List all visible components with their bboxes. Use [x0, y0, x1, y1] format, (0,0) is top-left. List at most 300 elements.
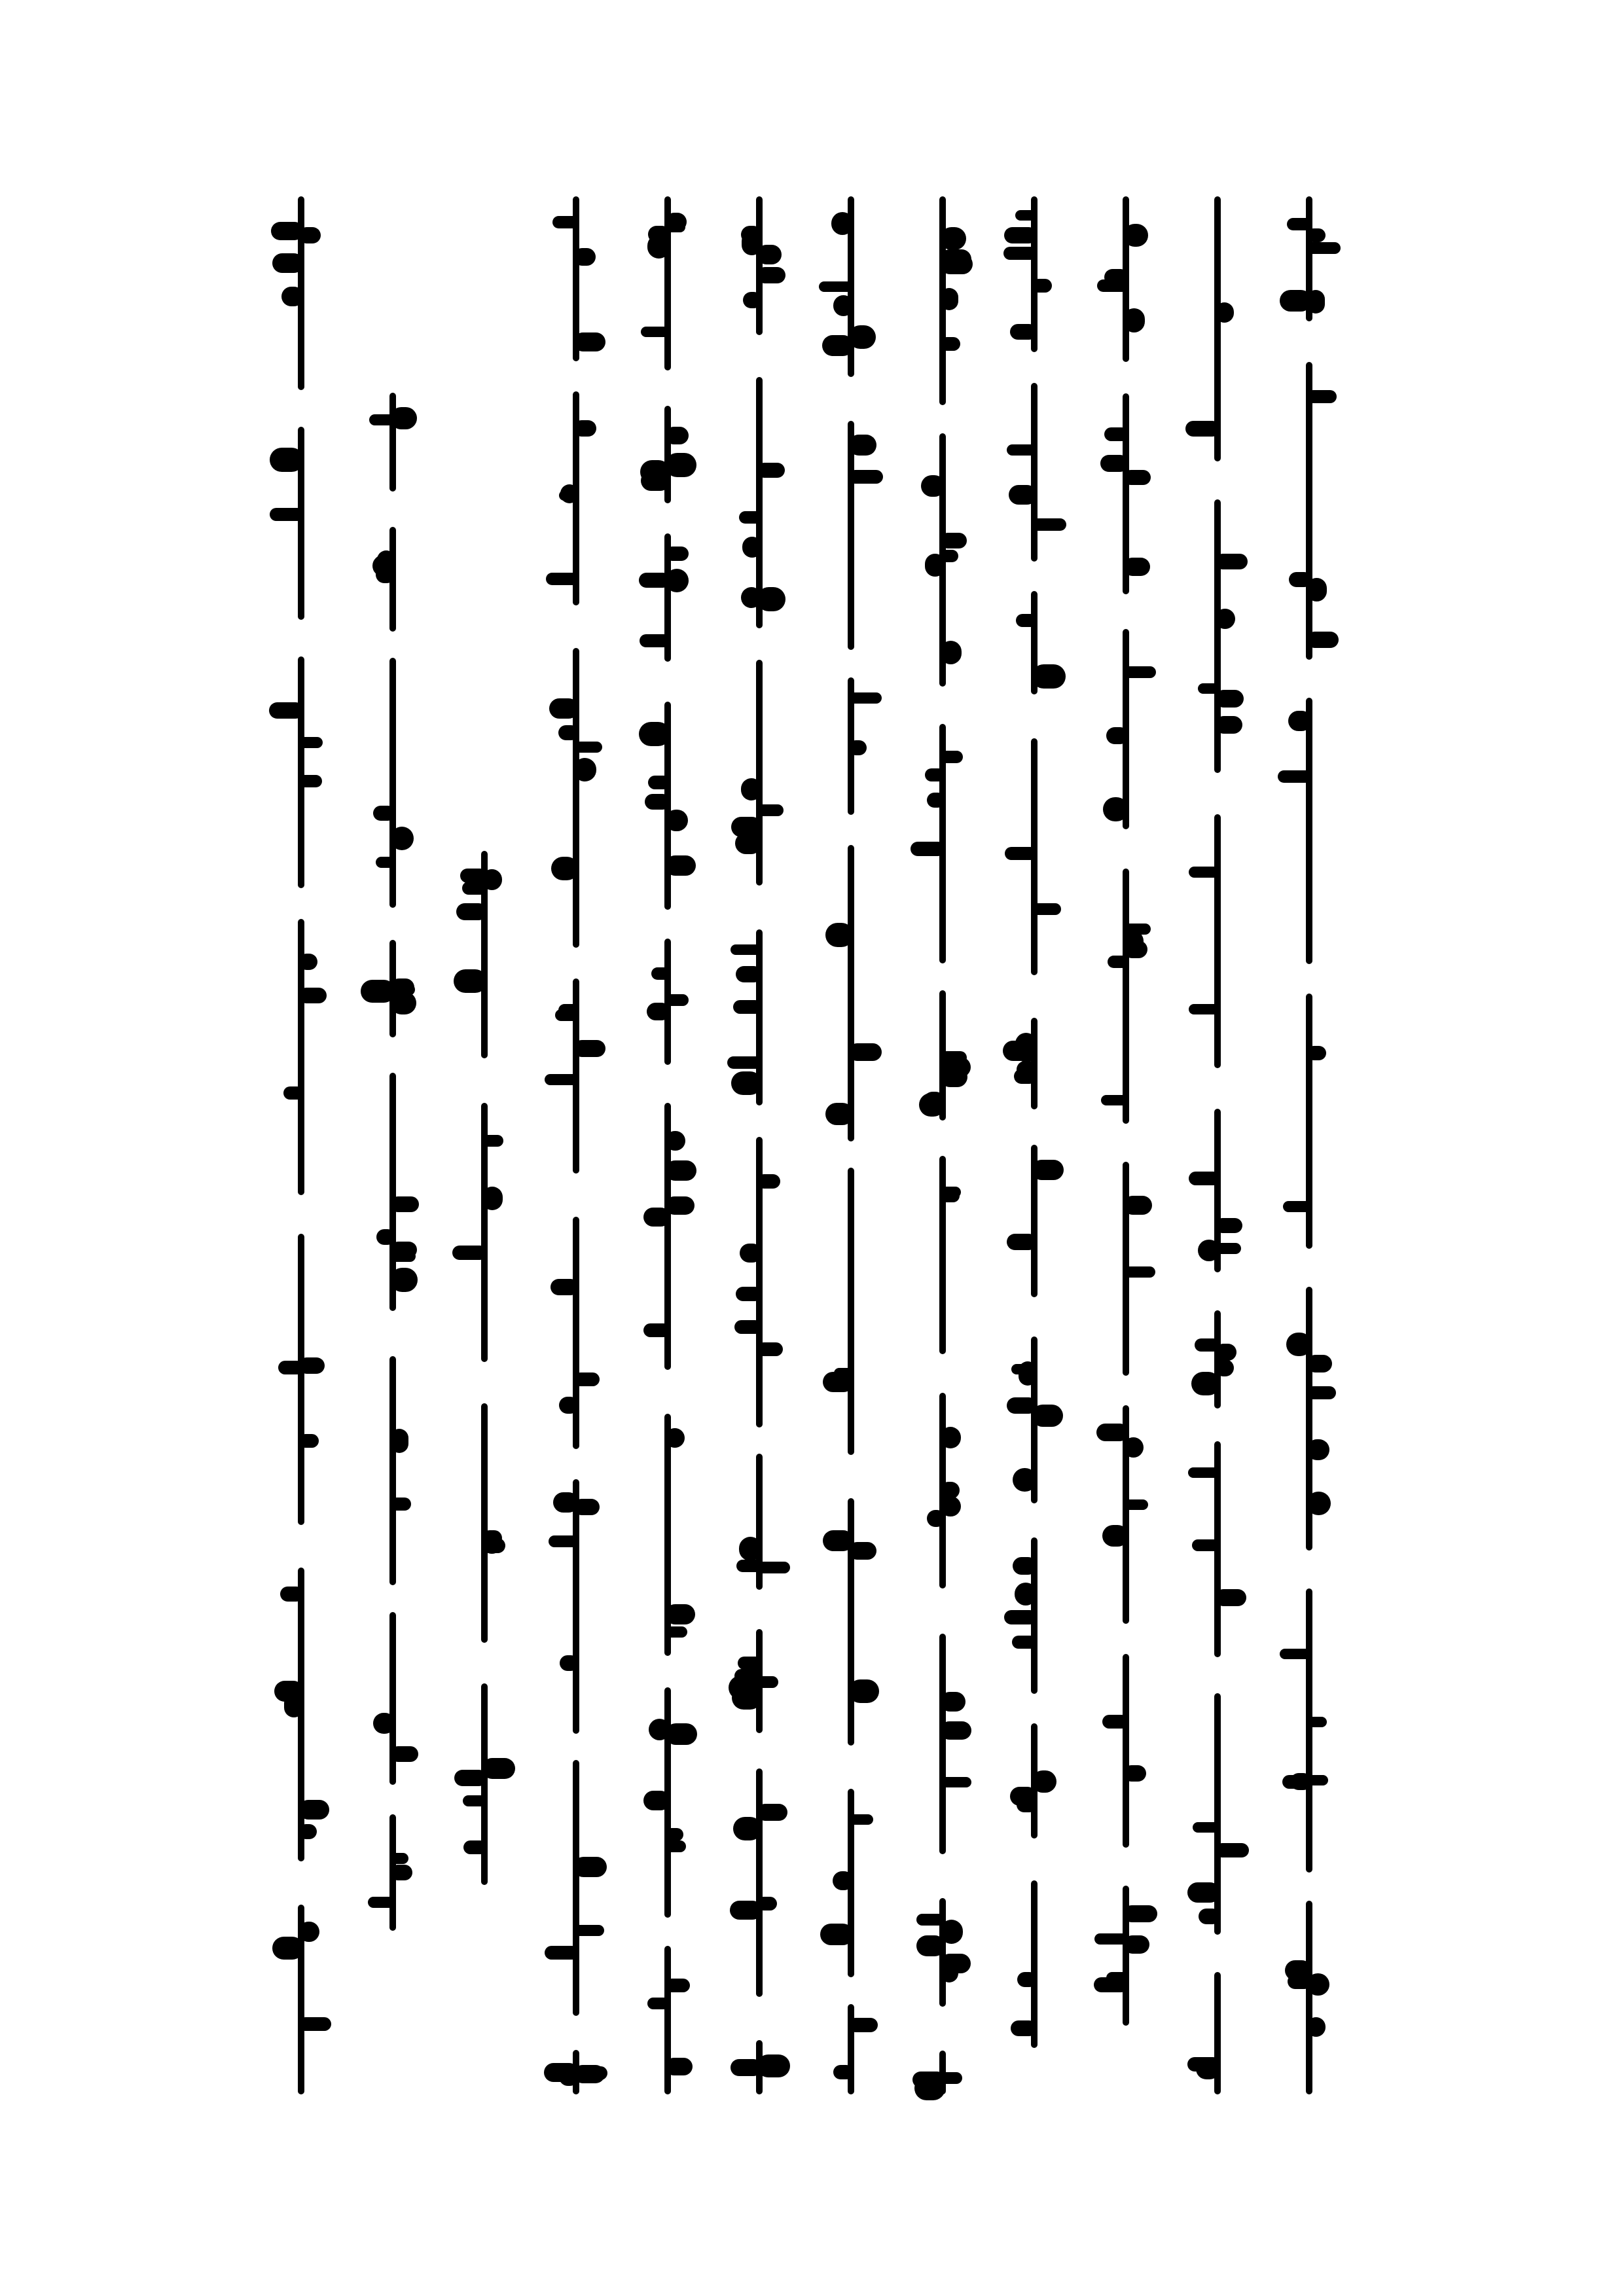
glyph-mark — [1123, 558, 1150, 576]
glyph-mark — [825, 923, 854, 947]
glyph-mark — [1100, 455, 1128, 472]
glyph-mark — [1003, 247, 1037, 260]
glyph-mark — [1015, 1583, 1037, 1605]
glyph-mark — [940, 1189, 960, 1202]
text-column — [553, 0, 599, 2296]
glyph-mark — [822, 335, 854, 356]
glyph-mark — [1011, 2020, 1037, 2036]
glyph-mark — [848, 1814, 873, 1825]
glyph-mark — [298, 775, 322, 787]
glyph-mark — [573, 1040, 605, 1057]
glyph-mark — [376, 857, 395, 868]
glyph-mark — [560, 1655, 579, 1671]
glyph-mark — [1189, 867, 1220, 878]
column-text — [553, 0, 554, 1]
glyph-mark — [1123, 1499, 1148, 1510]
glyph-mark — [1123, 470, 1151, 485]
glyph-mark — [368, 1897, 395, 1908]
glyph-mark — [665, 994, 689, 1006]
glyph-mark — [1032, 1770, 1056, 1793]
glyph-mark — [665, 569, 689, 592]
word-stem — [573, 1760, 579, 2016]
glyph-mark — [665, 547, 689, 561]
glyph-mark — [555, 1009, 579, 1021]
glyph-mark — [1307, 2017, 1326, 2037]
glyph-mark — [833, 295, 854, 316]
glyph-mark — [1188, 1467, 1220, 1478]
glyph-mark — [757, 1562, 790, 1573]
glyph-mark — [757, 804, 784, 816]
glyph-mark — [1215, 716, 1242, 734]
glyph-mark — [833, 2065, 854, 2079]
word-stem — [1214, 814, 1221, 1068]
glyph-mark — [1032, 664, 1066, 689]
glyph-mark — [833, 1871, 854, 1890]
glyph-mark — [1187, 1882, 1220, 1903]
text-column — [370, 0, 416, 2296]
glyph-mark — [757, 267, 785, 283]
glyph-mark — [560, 484, 579, 503]
glyph-mark — [298, 988, 327, 1003]
glyph-mark — [940, 1721, 971, 1740]
glyph-mark — [741, 778, 762, 800]
glyph-mark — [1003, 1041, 1037, 1061]
glyph-mark — [1288, 711, 1312, 731]
glyph-mark — [927, 793, 945, 808]
glyph-mark — [757, 1804, 787, 1821]
glyph-mark — [916, 1914, 945, 1926]
glyph-mark — [463, 1795, 487, 1806]
glyph-mark — [573, 2066, 607, 2080]
glyph-mark — [665, 1196, 695, 1215]
glyph-mark — [1215, 1843, 1249, 1857]
glyph-mark — [546, 573, 579, 585]
text-column — [1195, 0, 1240, 2296]
glyph-mark — [925, 768, 945, 781]
glyph-mark — [482, 1187, 503, 1210]
glyph-mark — [848, 692, 882, 704]
text-column — [828, 0, 874, 2296]
word-stem — [1306, 1901, 1312, 2094]
glyph-mark — [298, 2017, 331, 2031]
glyph-mark — [1032, 1160, 1064, 1180]
glyph-mark — [665, 1723, 697, 1745]
glyph-mark — [573, 742, 602, 753]
glyph-mark — [1123, 1266, 1155, 1278]
glyph-mark — [665, 810, 688, 831]
glyph-mark — [1013, 1557, 1037, 1575]
glyph-mark — [1283, 1201, 1312, 1212]
glyph-mark — [848, 2018, 878, 2032]
glyph-mark — [1102, 1525, 1128, 1547]
glyph-mark — [848, 740, 867, 755]
glyph-mark — [940, 1920, 963, 1944]
glyph-mark — [1032, 903, 1061, 915]
glyph-mark — [550, 1279, 579, 1295]
glyph-mark — [643, 1791, 670, 1810]
glyph-mark — [298, 1434, 319, 1448]
glyph-mark — [373, 806, 395, 821]
glyph-mark — [940, 288, 958, 310]
glyph-mark — [919, 1093, 945, 1117]
text-column — [1103, 0, 1149, 2296]
glyph-mark — [940, 337, 960, 351]
glyph-mark — [743, 292, 762, 308]
word-stem — [389, 658, 396, 908]
glyph-mark — [647, 1998, 670, 2009]
glyph-mark — [648, 776, 670, 789]
glyph-mark — [1307, 1386, 1336, 1399]
glyph-mark — [1307, 1046, 1326, 1060]
text-column — [1011, 0, 1057, 2296]
glyph-mark — [281, 287, 304, 306]
glyph-mark — [390, 1196, 419, 1212]
glyph-mark — [390, 1498, 411, 1511]
glyph-mark — [645, 794, 670, 810]
glyph-mark — [298, 737, 323, 748]
glyph-mark — [1017, 1972, 1037, 1987]
word-stem — [1306, 698, 1312, 964]
glyph-mark — [1307, 228, 1326, 242]
glyph-mark — [271, 222, 304, 240]
glyph-mark — [390, 1268, 418, 1292]
glyph-mark — [1307, 242, 1341, 254]
glyph-mark — [1009, 485, 1037, 505]
glyph-mark — [1286, 1333, 1312, 1356]
glyph-mark — [665, 1626, 687, 1638]
word-stem — [1123, 869, 1129, 1124]
glyph-mark — [740, 1244, 762, 1263]
glyph-mark — [757, 1897, 777, 1910]
glyph-mark — [731, 944, 762, 955]
glyph-mark — [1191, 1372, 1220, 1395]
glyph-mark — [390, 1429, 408, 1453]
glyph-mark — [1007, 444, 1037, 456]
glyph-mark — [552, 216, 579, 228]
glyph-mark — [823, 1372, 854, 1392]
glyph-mark — [820, 1924, 854, 1945]
glyph-mark — [298, 954, 317, 970]
glyph-mark — [270, 508, 304, 521]
glyph-mark — [757, 1342, 783, 1356]
glyph-mark — [733, 1000, 762, 1014]
glyph-mark — [573, 1925, 604, 1936]
glyph-mark — [376, 1229, 395, 1245]
glyph-mark — [940, 1692, 965, 1712]
glyph-mark — [1123, 931, 1144, 954]
glyph-mark — [1215, 1359, 1234, 1376]
glyph-mark — [735, 833, 762, 854]
glyph-mark — [1016, 614, 1037, 627]
word-stem — [939, 1156, 946, 1354]
glyph-mark — [741, 226, 762, 243]
word-stem — [573, 1217, 579, 1449]
glyph-mark — [1123, 1196, 1152, 1215]
glyph-mark — [736, 1287, 762, 1301]
glyph-mark — [848, 1043, 882, 1061]
glyph-mark — [1123, 1765, 1146, 1782]
glyph-mark — [1287, 218, 1312, 230]
glyph-mark — [940, 1496, 961, 1516]
glyph-mark — [1192, 1539, 1220, 1551]
glyph-mark — [940, 751, 963, 763]
glyph-mark — [390, 827, 414, 850]
glyph-mark — [665, 427, 689, 444]
glyph-mark — [573, 420, 596, 437]
glyph-mark — [665, 1428, 685, 1448]
glyph-mark — [940, 1482, 960, 1499]
glyph-mark — [639, 722, 670, 746]
glyph-mark — [1199, 1909, 1220, 1924]
glyph-mark — [573, 1499, 600, 1515]
glyph-mark — [456, 903, 487, 920]
glyph-mark — [731, 1071, 762, 1095]
word-stem — [848, 421, 854, 650]
glyph-mark — [647, 1003, 670, 1020]
glyph-mark — [1215, 1589, 1246, 1606]
glyph-mark — [1013, 1468, 1037, 1492]
glyph-mark — [1014, 1069, 1037, 1084]
glyph-mark — [665, 1160, 696, 1181]
glyph-mark — [1215, 302, 1234, 323]
glyph-mark — [651, 967, 670, 980]
word-stem — [1123, 1654, 1129, 1848]
glyph-mark — [549, 1535, 579, 1547]
glyph-mark — [283, 1086, 304, 1100]
glyph-mark — [390, 1853, 408, 1864]
glyph-mark — [738, 1657, 762, 1670]
glyph-mark — [1307, 390, 1337, 403]
glyph-mark — [1278, 770, 1312, 783]
glyph-mark — [1102, 1715, 1128, 1729]
glyph-mark — [1215, 554, 1248, 569]
glyph-mark — [558, 725, 579, 740]
glyph-mark — [1019, 1361, 1037, 1386]
glyph-mark — [1123, 1905, 1157, 1922]
glyph-mark — [1104, 269, 1128, 285]
glyph-mark — [665, 1979, 690, 1992]
word-stem — [756, 1768, 763, 1997]
glyph-mark — [1196, 2058, 1220, 2079]
glyph-mark — [736, 966, 762, 982]
glyph-mark — [452, 1246, 487, 1260]
glyph-mark — [1032, 1405, 1063, 1427]
glyph-mark — [1307, 1973, 1329, 1996]
glyph-mark — [1103, 797, 1128, 821]
glyph-mark — [940, 1427, 961, 1448]
glyph-mark — [916, 1935, 945, 1956]
glyph-mark — [559, 1397, 579, 1414]
text-column — [645, 0, 691, 2296]
glyph-mark — [1307, 1439, 1329, 1460]
glyph-mark — [641, 327, 670, 337]
glyph-mark — [1007, 1234, 1037, 1250]
glyph-mark — [757, 1174, 780, 1189]
word-stem — [848, 1168, 854, 1455]
glyph-mark — [1005, 847, 1037, 860]
glyph-mark — [298, 1922, 319, 1942]
glyph-mark — [848, 1679, 879, 1703]
glyph-mark — [1185, 421, 1220, 437]
glyph-mark — [1198, 683, 1220, 694]
glyph-mark — [1307, 1775, 1328, 1785]
word-stem — [1306, 362, 1312, 660]
glyph-mark — [940, 1067, 967, 1087]
column-text — [1011, 0, 1012, 1]
glyph-mark — [1215, 1218, 1242, 1233]
glyph-mark — [373, 1713, 395, 1734]
glyph-mark — [848, 1542, 876, 1560]
glyph-mark — [549, 698, 579, 719]
glyph-mark — [1123, 1437, 1144, 1458]
column-text — [278, 0, 279, 1]
glyph-mark — [734, 1320, 762, 1334]
glyph-mark — [482, 1135, 503, 1147]
glyph-mark — [1285, 1960, 1312, 1981]
glyph-mark — [390, 1242, 417, 1258]
glyph-mark — [545, 1946, 579, 1960]
glyph-mark — [280, 1587, 304, 1602]
glyph-mark — [940, 1954, 971, 1973]
glyph-mark — [454, 969, 487, 993]
glyph-mark — [825, 1103, 854, 1125]
glyph-mark — [361, 980, 395, 1003]
glyph-mark — [1215, 690, 1244, 708]
glyph-mark — [463, 1840, 487, 1854]
glyph-mark — [460, 869, 487, 883]
glyph-mark — [727, 1056, 762, 1069]
glyph-mark — [298, 1824, 317, 1839]
glyph-mark — [376, 566, 395, 583]
glyph-mark — [665, 453, 696, 477]
word-stem — [756, 196, 763, 335]
glyph-mark — [1189, 1172, 1220, 1185]
column-text — [828, 0, 829, 1]
glyph-mark — [278, 1361, 304, 1374]
glyph-mark — [1280, 1649, 1312, 1659]
glyph-mark — [270, 448, 304, 472]
word-stem — [298, 656, 304, 888]
text-column — [920, 0, 965, 2296]
text-column — [736, 0, 782, 2296]
glyph-mark — [742, 537, 762, 558]
glyph-mark — [1123, 1935, 1149, 1954]
glyph-mark — [1123, 666, 1156, 678]
word-stem — [1306, 1588, 1312, 1873]
glyph-mark — [284, 1693, 304, 1717]
word-stem — [389, 393, 396, 492]
glyph-mark — [665, 855, 696, 876]
glyph-mark — [545, 1074, 579, 1085]
glyph-mark — [1096, 1424, 1128, 1441]
glyph-mark — [551, 857, 579, 880]
glyph-mark — [665, 1840, 686, 1852]
glyph-mark — [831, 212, 854, 235]
glyph-mark — [1032, 518, 1066, 531]
glyph-mark — [911, 842, 945, 856]
glyph-mark — [482, 1530, 502, 1546]
glyph-mark — [390, 1746, 418, 1762]
column-text — [461, 0, 462, 1]
glyph-mark — [573, 1372, 600, 1386]
glyph-mark — [1012, 1636, 1037, 1649]
word-stem — [848, 845, 854, 1141]
glyph-mark — [573, 332, 605, 351]
glyph-mark — [1106, 727, 1128, 744]
glyph-mark — [1307, 1717, 1327, 1727]
glyph-mark — [641, 471, 670, 491]
glyph-mark — [1193, 1822, 1220, 1833]
glyph-mark — [1104, 427, 1128, 441]
glyph-mark — [1189, 1004, 1220, 1014]
glyph-mark — [1108, 956, 1128, 968]
glyph-mark — [1307, 632, 1339, 648]
column-text — [1286, 0, 1287, 1]
glyph-mark — [940, 641, 962, 664]
word-stem — [481, 1403, 488, 1643]
glyph-mark — [665, 1828, 683, 1841]
glyph-mark — [1004, 1610, 1037, 1624]
glyph-mark — [665, 1604, 695, 1624]
glyph-mark — [269, 702, 304, 719]
glyph-mark — [1101, 1095, 1128, 1105]
text-column — [461, 0, 507, 2296]
glyph-mark — [731, 2059, 762, 2076]
glyph-mark — [369, 414, 395, 425]
word-stem — [573, 1479, 579, 1734]
glyph-mark — [734, 1669, 762, 1683]
glyph-mark — [298, 1800, 329, 1820]
glyph-mark — [848, 435, 876, 456]
glyph-mark — [1010, 324, 1037, 340]
glyph-mark — [940, 550, 958, 562]
word-stem — [573, 648, 579, 948]
glyph-mark — [573, 248, 596, 266]
glyph-mark — [1198, 1240, 1220, 1261]
glyph-mark — [912, 2072, 945, 2088]
glyph-mark — [665, 2058, 693, 2075]
glyph-mark — [1017, 1797, 1037, 1812]
glyph-mark — [573, 1857, 607, 1877]
glyph-mark — [1307, 1492, 1331, 1515]
glyph-mark — [733, 1817, 762, 1840]
text-column — [278, 0, 324, 2296]
glyph-mark — [741, 587, 762, 608]
glyph-mark — [1289, 572, 1312, 587]
glyph-mark — [940, 227, 966, 250]
glyph-mark — [940, 249, 971, 269]
glyph-mark — [454, 1770, 487, 1786]
glyph-mark — [1215, 609, 1235, 629]
glyph-mark — [640, 634, 670, 647]
word-stem — [298, 1234, 304, 1525]
column-text — [1103, 0, 1104, 1]
glyph-mark — [1307, 1355, 1332, 1372]
glyph-mark — [1015, 210, 1037, 221]
word-stem — [389, 1356, 396, 1585]
glyph-mark — [665, 1131, 685, 1151]
glyph-mark — [1307, 290, 1325, 314]
glyph-mark — [272, 1937, 304, 1960]
glyph-mark — [921, 475, 945, 497]
glyph-mark — [1215, 1344, 1236, 1361]
glyph-mark — [1032, 279, 1052, 293]
glyph-mark — [648, 226, 670, 243]
glyph-mark — [573, 758, 596, 781]
glyph-mark — [848, 470, 883, 484]
glyph-mark — [739, 1537, 762, 1561]
text-column — [1286, 0, 1332, 2296]
